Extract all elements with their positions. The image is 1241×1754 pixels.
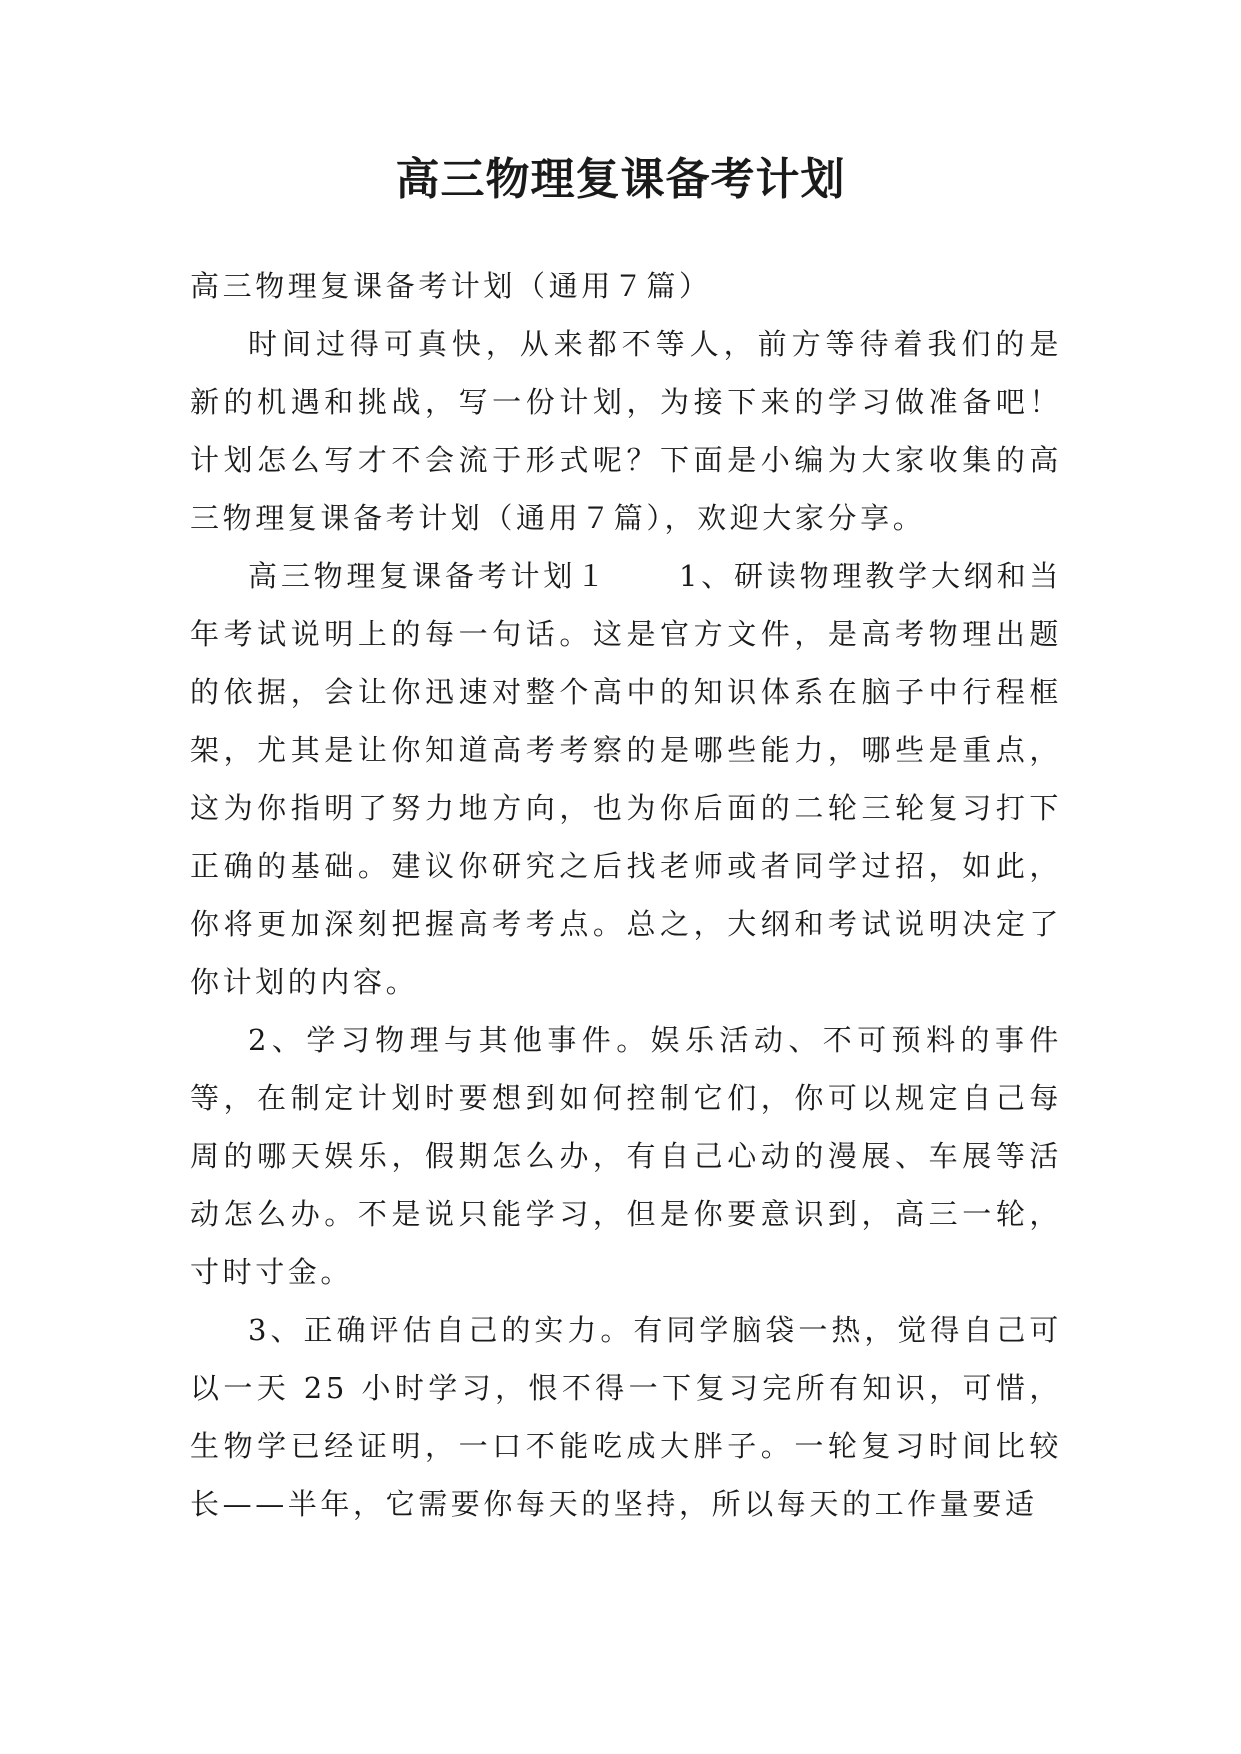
item-1-text: 1、研读物理教学大纲和当年考试说明上的每一句话。这是官方文件，是高考物理出题的依据，会让你迅速对整个高中的知识体系在脑子中行程框架，尤其是让你知道高考考察的是哪些能力，哪些是重点，这为你指明了努力地方向，也为你后面的二轮三轮复习打下正确的基础。建议你研究之后找老师或者同学过招，如此，你将更加深刻把握高考考点。总之，大纲和考试说明决定了你计划的内容。 bbox=[190, 559, 1062, 999]
document-title: 高三物理复课备考计划 bbox=[395, 154, 846, 205]
document-subtitle: 高三物理复课备考计划（通用７篇） bbox=[190, 269, 712, 303]
intro-paragraph: 时间过得可真快，从来都不等人，前方等待着我们的是新的机遇和挑战，写一份计划，为接下来的学习做准备吧！计划怎么写才不会流于形式呢？下面是小编为大家收集的高三物理复课备考计划（通用７篇），欢迎大家分享。 bbox=[190, 327, 1062, 535]
item-3-paragraph: 3、正确评估自己的实力。有同学脑袋一热，觉得自己可以一天 25 小时学习，恨不得一下复习完所有知识，可惜，生物学已经证明，一口不能吃成大胖子。一轮复习时间比较长——半年，它需要你每天的坚持，所以每天的工作量要适 bbox=[190, 1313, 1062, 1521]
section-heading: 高三物理复课备考计划１ bbox=[248, 559, 609, 593]
document-body bbox=[190, 257, 1062, 1533]
item-2-paragraph: 2、学习物理与其他事件。娱乐活动、不可预料的事件等，在制定计划时要想到如何控制它们，你可以规定自己每周的哪天娱乐，假期怎么办，有自己心动的漫展、车展等活动怎么办。不是说只能学习，但是你要意识到，高三一轮，寸时寸金。 bbox=[190, 1023, 1062, 1289]
item-1-paragraph bbox=[190, 547, 1062, 1011]
